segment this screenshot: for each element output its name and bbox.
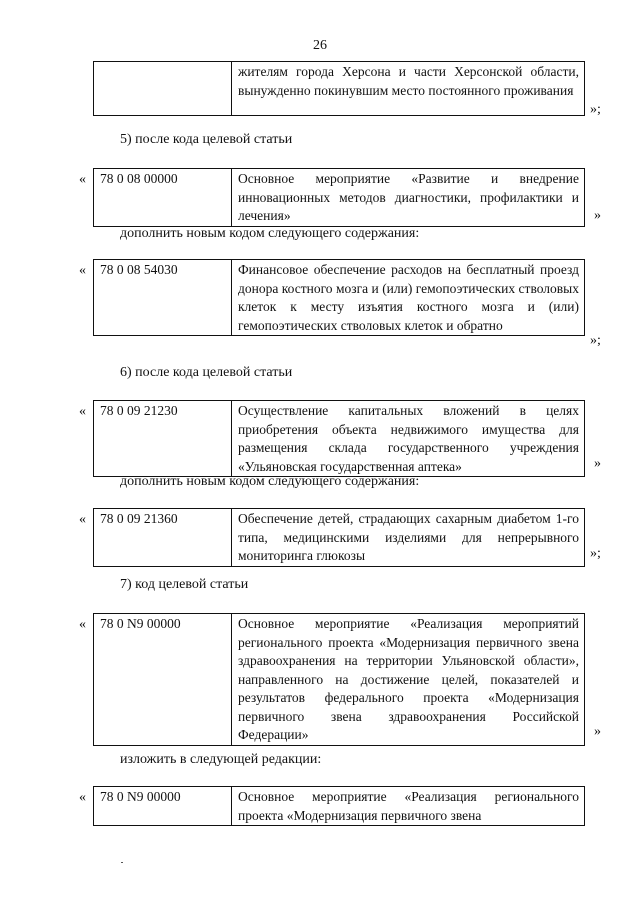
code-cell: 78 0 N9 00000: [94, 787, 232, 826]
opening-quote: «: [79, 263, 86, 278]
paragraph-6: 6) после кода целевой статьи: [120, 365, 293, 380]
opening-quote: «: [79, 512, 86, 527]
code-table-6: [93, 786, 585, 826]
scan-speck: [121, 862, 123, 863]
closing-quote: »;: [590, 333, 601, 348]
paragraph-7: 7) код целевой статьи: [120, 577, 249, 592]
code-table-continuation: [93, 61, 585, 116]
description-cell: Основное мероприятие «Реализация мероприятий регионального проекта «Модернизация первичного звена здравоохранения на территории Ульяновской области», направленного на достижение целей, показателей и результатов федерального проекта «Модернизация первичного звена здравоохранения Российской Федерации»: [232, 614, 585, 746]
code-table-1: [93, 168, 585, 227]
opening-quote: «: [79, 172, 86, 187]
description-cell: Основное мероприятие «Реализация регионального проекта «Модернизация первичного звена: [232, 787, 585, 826]
opening-quote: «: [79, 617, 86, 632]
page-number: 26: [313, 38, 327, 53]
code-cell: 78 0 N9 00000: [94, 614, 232, 746]
description-cell: жителям города Херсона и части Херсонской области, вынужденно покинувшим место постоянного проживания: [232, 62, 585, 116]
code-cell: 78 0 08 54030: [94, 260, 232, 336]
code-table-2: [93, 259, 585, 336]
opening-quote: «: [79, 404, 86, 419]
code-table-5: [93, 613, 585, 746]
table-row: [94, 169, 585, 227]
restate-text: изложить в следующей редакции:: [120, 752, 322, 767]
table-row: [94, 787, 585, 826]
add-code-text: дополнить новым кодом следующего содержания:: [120, 226, 420, 241]
table-row: [94, 614, 585, 746]
code-cell: [94, 62, 232, 116]
closing-quote: »;: [590, 546, 601, 561]
description-cell: Обеспечение детей, страдающих сахарным диабетом 1-го типа, медицинскими изделиями для непрерывного мониторинга глюкозы: [232, 509, 585, 567]
closing-quote: »: [594, 456, 601, 471]
table-row: [94, 401, 585, 477]
description-cell: Финансовое обеспечение расходов на бесплатный проезд донора костного мозга и (или) гемопоэтических стволовых клеток к месту изъятия костного мозга и (или) гемопоэтических стволовых клеток и обратно: [232, 260, 585, 336]
table-row: [94, 260, 585, 336]
closing-quote: »: [594, 208, 601, 223]
add-code-text: дополнить новым кодом следующего содержания:: [120, 474, 420, 489]
description-cell: Основное мероприятие «Развитие и внедрение инновационных методов диагностики, профилактики и лечения»: [232, 169, 585, 227]
code-cell: 78 0 08 00000: [94, 169, 232, 227]
closing-quote: »;: [590, 102, 601, 117]
code-table-4: [93, 508, 585, 567]
code-cell: 78 0 09 21360: [94, 509, 232, 567]
opening-quote: «: [79, 790, 86, 805]
code-table-3: [93, 400, 585, 477]
paragraph-5: 5) после кода целевой статьи: [120, 132, 293, 147]
table-row: [94, 509, 585, 567]
table-row: [94, 62, 585, 116]
closing-quote: »: [594, 724, 601, 739]
description-cell: Осуществление капитальных вложений в целях приобретения объекта недвижимого имущества для размещения склада государственного учреждения «Ульяновская государственная аптека»: [232, 401, 585, 477]
code-cell: 78 0 09 21230: [94, 401, 232, 477]
